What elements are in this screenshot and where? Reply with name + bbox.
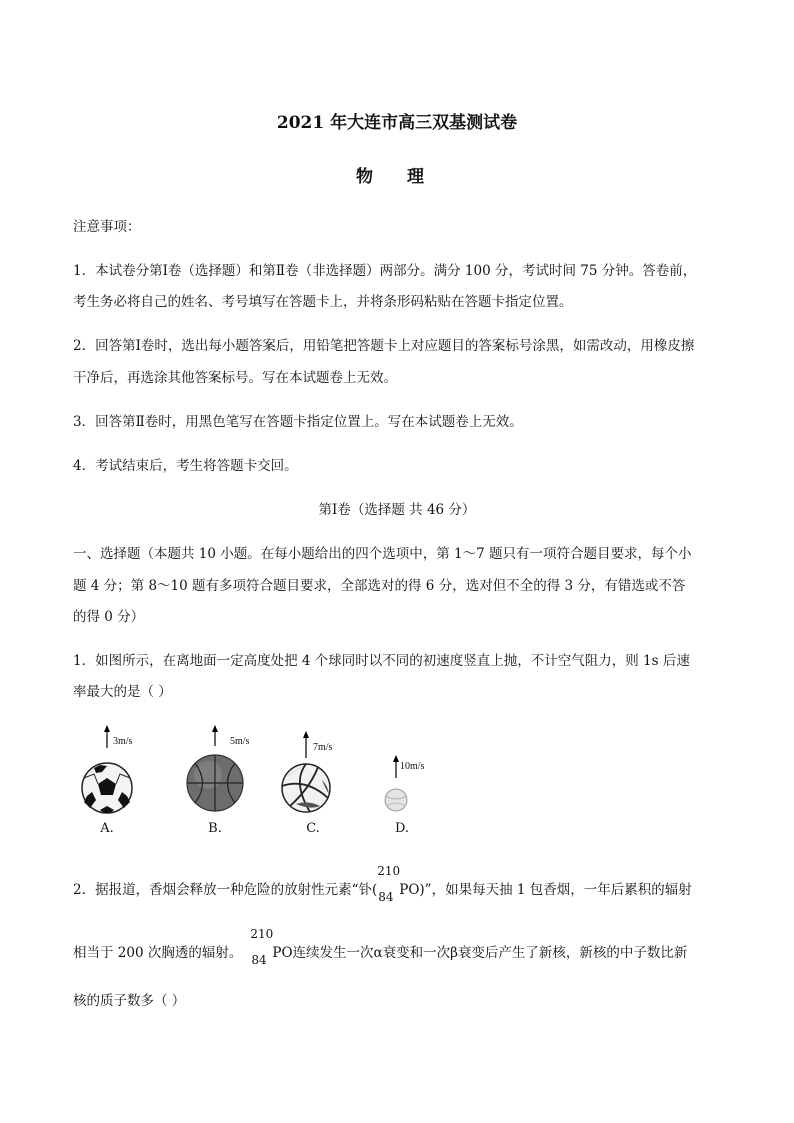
option-d-speed: 10m/s bbox=[400, 761, 425, 772]
polonium-nuclide-1 bbox=[377, 864, 401, 904]
polonium-mass-number: 210 bbox=[377, 864, 401, 878]
section-1-instructions-line-1: 一、选择题（本题共 10 小题。在每小题给出的四个选项中，第 1～7 题只有一项符合题目要求，每个小 bbox=[73, 546, 692, 562]
section-1-instructions-line-2: 题 4 分；第 8～10 题有多项符合题目要求，全部选对的得 6 分，选对但不全的得 3 分，有错选或不答 bbox=[73, 578, 686, 594]
question-2-line-1-post: PO)”，如果每天抽 1 包香烟，一年后累积的辐射 bbox=[399, 882, 692, 898]
question-2-line-2-pre: 相当于 200 次胸透的辐射。 bbox=[73, 945, 243, 961]
question-2-line-2-post: PO连续发生一次α衰变和一次β衰变后产生了新核，新核的中子数比新 bbox=[272, 945, 688, 961]
notice-heading: 注意事项： bbox=[73, 219, 141, 235]
question-1-line-1: 1．如图所示，在离地面一定高度处把 4 个球同时以不同的初速度竖直上抛，不计空气阻力，则 1s 后速 bbox=[73, 653, 690, 669]
exam-title: 2021 年大连市高三双基测试卷 bbox=[276, 113, 518, 133]
subject-title: 物 理 bbox=[356, 167, 438, 187]
volleyball-icon bbox=[282, 764, 330, 812]
notice-item-2-line-2: 干净后，再选涂其他答案标号。写在本试题卷上无效。 bbox=[73, 370, 397, 386]
section-1-instructions-line-3: 的得 0 分） bbox=[73, 609, 145, 625]
basketball-icon bbox=[187, 755, 243, 811]
polonium-atomic-number: 84 bbox=[378, 890, 394, 904]
notice-item-2-line-1: 2．回答第Ⅰ卷时，选出每小题答案后，用铅笔把答题卡上对应题目的答案标号涂黑，如需改动，用橡皮擦 bbox=[73, 338, 695, 354]
option-d-label: D. bbox=[394, 821, 410, 836]
polonium-mass-number-2: 210 bbox=[250, 927, 274, 941]
question-2-line-1-pre: 2．据报道，香烟会释放一种危险的放射性元素“钋( bbox=[73, 882, 378, 898]
question-2-line-3: 核的质子数多（ ） bbox=[73, 993, 186, 1009]
tennis-ball-icon bbox=[385, 789, 407, 811]
question-1-line-2: 率最大的是（ ） bbox=[73, 684, 172, 700]
question-2-line-2 bbox=[73, 927, 688, 967]
option-c-speed: 7m/s bbox=[313, 742, 333, 753]
question-2-line-1 bbox=[73, 864, 692, 904]
polonium-nuclide-2 bbox=[250, 927, 274, 967]
option-b-speed: 5m/s bbox=[230, 736, 250, 747]
option-b-label: B. bbox=[208, 821, 222, 836]
section-1-heading: 第Ⅰ卷（选择题 共 46 分） bbox=[318, 502, 476, 518]
option-a-speed: 3m/s bbox=[113, 736, 133, 747]
notice-item-3: 3．回答第Ⅱ卷时，用黑色笔写在答题卡指定位置上。写在本试题卷上无效。 bbox=[73, 414, 523, 430]
soccer-ball-icon bbox=[82, 763, 132, 813]
notice-item-1-line-2: 考生务必将自己的姓名、考号填写在答题卡上，并将条形码粘贴在答题卡指定位置。 bbox=[73, 294, 573, 310]
notice-item-4: 4．考试结束后，考生将答题卡交回。 bbox=[73, 458, 298, 474]
notice-item-1-line-1: 1．本试卷分第Ⅰ卷（选择题）和第Ⅱ卷（非选择题）两部分。满分 100 分，考试时间 75 分钟。答卷前， bbox=[73, 263, 697, 279]
option-a-label: A. bbox=[100, 821, 114, 836]
option-c-label: C. bbox=[306, 821, 320, 836]
polonium-atomic-number-2: 84 bbox=[251, 953, 267, 967]
